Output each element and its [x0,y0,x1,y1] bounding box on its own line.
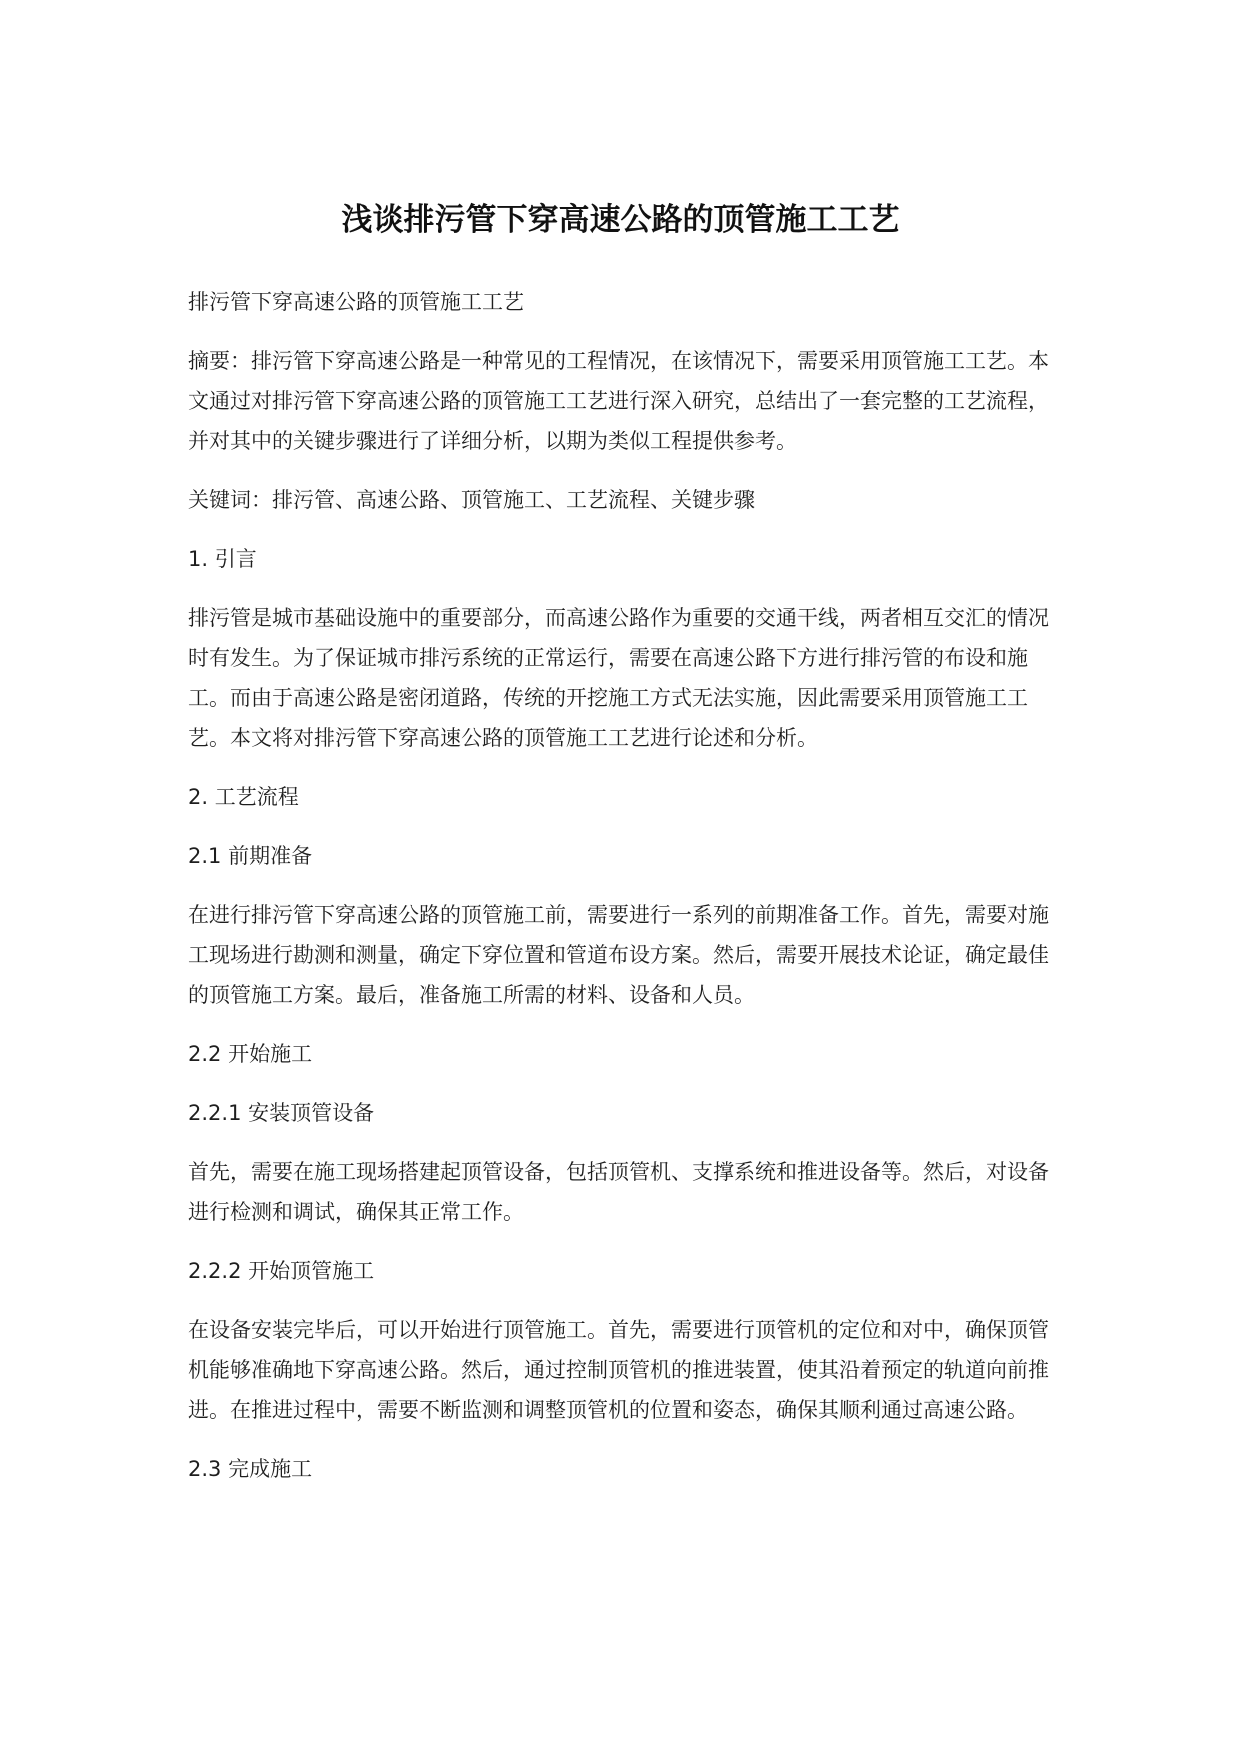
document-body [188,282,1068,1489]
document-title: 浅谈排污管下穿高速公路的顶管施工工艺 [341,201,900,238]
keywords: 关键词：排污管、高速公路、顶管施工、工艺流程、关键步骤 [188,488,755,512]
preparation-paragraph: 在进行排污管下穿高速公路的顶管施工前，需要进行一系列的前期准备工作。首先，需要对施工现场进行勘测和测量，确定下穿位置和管道布设方案。然后，需要开展技术论证，确定最佳的顶管施工方案。最后，准备施工所需的材料、设备和人员。 [188,903,1049,1007]
subtitle: 排污管下穿高速公路的顶管施工工艺 [188,290,524,314]
abstract: 摘要：排污管下穿高速公路是一种常见的工程情况，在该情况下，需要采用顶管施工工艺。本文通过对排污管下穿高速公路的顶管施工工艺进行深入研究，总结出了一套完整的工艺流程，并对其中的关键步骤进行了详细分析，以期为类似工程提供参考。 [188,349,1049,453]
section-heading-2-2-1: 2.2.1 安装顶管设备 [188,1101,375,1125]
section-heading-2-1: 2.1 前期准备 [188,844,313,868]
section-heading-2-2: 2.2 开始施工 [188,1042,313,1066]
jacking-paragraph: 在设备安装完毕后，可以开始进行顶管施工。首先，需要进行顶管机的定位和对中，确保顶管机能够准确地下穿高速公路。然后，通过控制顶管机的推进装置，使其沿着预定的轨道向前推进。在推进过程中，需要不断监测和调整顶管机的位置和姿态，确保其顺利通过高速公路。 [188,1318,1049,1422]
install-paragraph: 首先，需要在施工现场搭建起顶管设备，包括顶管机、支撑系统和推进设备等。然后，对设备进行检测和调试，确保其正常工作。 [188,1160,1049,1224]
section-heading-2-2-2: 2.2.2 开始顶管施工 [188,1259,375,1283]
section-heading-2: 2. 工艺流程 [188,785,299,809]
section-heading-2-3: 2.3 完成施工 [188,1457,313,1481]
section-heading-1: 1. 引言 [188,547,257,571]
intro-paragraph: 排污管是城市基础设施中的重要部分，而高速公路作为重要的交通干线，两者相互交汇的情况时有发生。为了保证城市排污系统的正常运行，需要在高速公路下方进行排污管的布设和施工。而由于高速公路是密闭道路，传统的开挖施工方式无法实施，因此需要采用顶管施工工艺。本文将对排污管下穿高速公路的顶管施工工艺进行论述和分析。 [188,606,1049,750]
